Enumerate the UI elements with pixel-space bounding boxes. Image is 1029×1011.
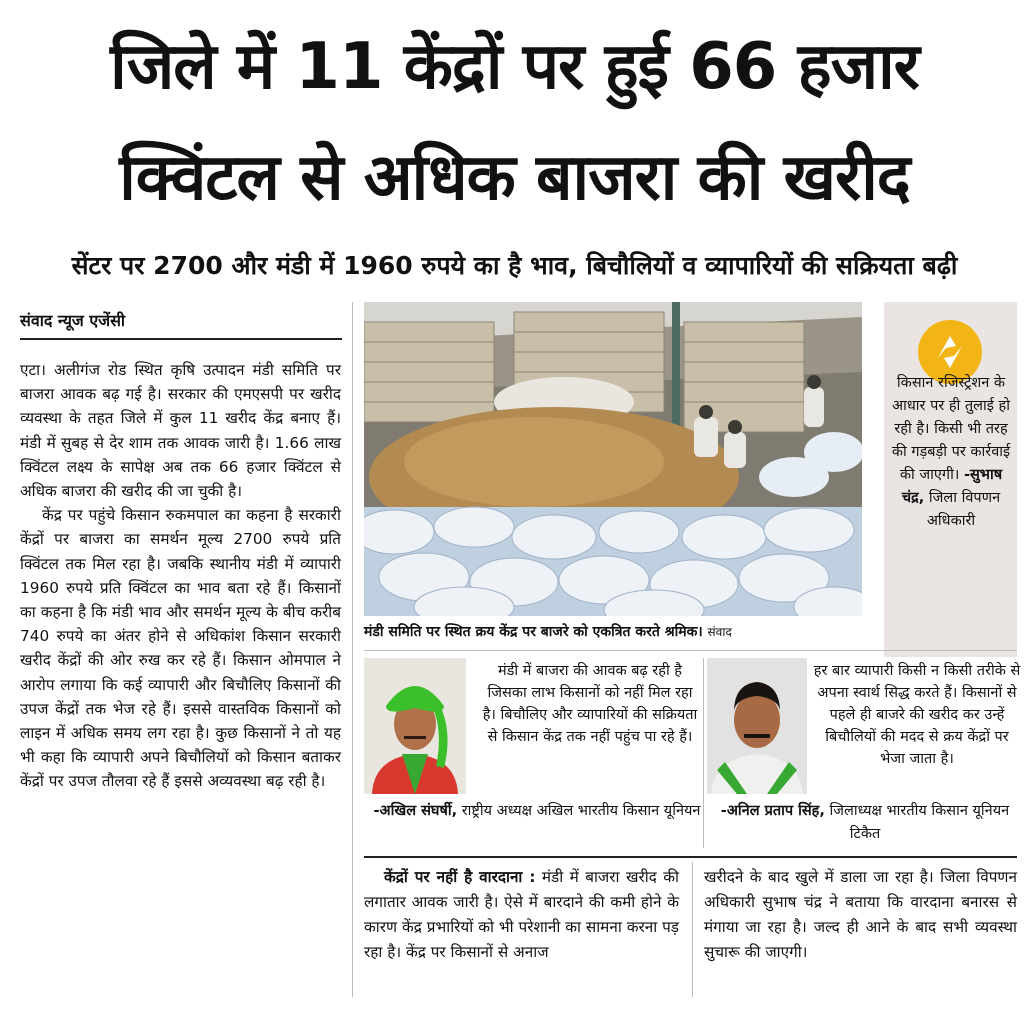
quote-1-role: राष्ट्रीय अध्यक्ष अखिल भारतीय किसान यूनियन xyxy=(461,803,701,819)
byline: संवाद न्यूज एजेंसी xyxy=(20,311,126,330)
quote-2-role: जिलाध्यक्ष भारतीय किसान यूनियन टिकैत xyxy=(829,803,1010,842)
box-story-left xyxy=(364,865,679,965)
news-photo xyxy=(364,302,862,616)
official-name: -सुभाष चंद्र, xyxy=(901,467,1003,506)
official-role: जिला विपणन अधिकारी xyxy=(926,490,1001,529)
headline-line-1: जिले में 11 केंद्रों पर हुई 66 हजार xyxy=(110,30,919,104)
box-story-heading: केंद्रों पर नहीं है वारदाना : xyxy=(384,868,536,886)
subheadline: सेंटर पर 2700 और मंडी में 1960 रुपये का है भाव, बिचौलियों व व्यापारियों की सक्रियता बढ़ी xyxy=(71,251,958,280)
grain-market-photo-illustration xyxy=(364,302,862,616)
byline-rule xyxy=(20,338,342,340)
column-divider xyxy=(352,302,353,997)
box-story-left-text: मंडी में बाजरा खरीद की लगातार आवक जारी है। ऐसे में बारदाने की कमी होने के कारण केंद्र प्रभारियों को भी परेशानी का सामना करना पड़ रहा है। केंद्र पर किसानों से अनाज xyxy=(364,868,679,961)
photo-caption-text: मंडी समिति पर स्थित क्रय केंद्र पर बाजरे को एकत्रित करते श्रमिक। xyxy=(364,624,703,640)
quote-1-attribution xyxy=(372,800,702,823)
official-statement xyxy=(890,372,1012,533)
photo-caption xyxy=(364,622,874,641)
quote-2-text: हर बार व्यापारी किसी न किसी तरीके से अपना स्वार्थ सिद्ध करते हैं। किसानों से पहले ही बाजरे की खरीद कर उन्हें बिचौलियों की मदद से क्रय केंद्रों पर भेजा जाता है। xyxy=(813,663,1021,767)
official-statement-text: किसान रजिस्ट्रेशन के आधार पर ही तुलाई हो रही है। किसी भी तरह की गड़बड़ी पर कार्रवाई की जाएगी। xyxy=(891,375,1011,483)
article-paragraph-1: एटा। अलीगंज रोड स्थित कृषि उत्पादन मंडी समिति पर बाजरा आवक बढ़ गई है। सरकार की एमएसपी पर खरीद व्यवस्था के तहत जिले में कुल 11 खरीद केंद्र बनाए हैं। मंडी में सुबह से देर शाम तक आवक जारी है। 1.66 लाख क्विंटल लक्ष्य के सापेक्ष अब तक 66 हजार क्विंटल से अधिक बाजरा की खरीद की जा चुकी है। xyxy=(20,361,341,501)
box-story-right: खरीदने के बाद खुले में डाला जा रहा है। जिला विपणन अधिकारी सुभाष चंद्र ने बताया कि वारदाना बनारस से मंगाया जा रहा है। जल्द ही आने के बाद सभी व्यवस्था सुचारू की जाएगी। xyxy=(704,868,1017,961)
quotes-top-divider xyxy=(364,650,1017,651)
portrait-akhil-sangharshi xyxy=(364,658,466,794)
article-body xyxy=(20,358,341,794)
box-story-rule xyxy=(364,856,1017,858)
quote-1-name: -अखिल संघर्षी, xyxy=(373,803,458,819)
quote-1-text: मंडी में बाजरा की आवक बढ़ रही है जिसका लाभ किसानों को नहीं मिल रहा है। बिचौलिए और व्यापारियों की सक्रियता से किसान केंद्र तक नहीं पहुंच पा रहे हैं। xyxy=(482,663,698,745)
quotes-divider xyxy=(703,658,704,848)
box-story-divider xyxy=(692,862,693,997)
article-paragraph-2: केंद्र पर पहुंचे किसान रुकमपाल का कहना है सरकारी केंद्रों पर बाजरा का समर्थन मूल्य 2700 रुपये प्रति क्विंटल तक मिल रहा है। जबकि स्थानीय मंडी में व्यापारी 1960 रुपये प्रति क्विंटल का भाव बता रहे हैं। किसानों का कहना है कि मंडी भाव और समर्थन मूल्य के बीच करीब 740 रुपये का अंतर होने से अधिकांश किसान सरकारी खरीद केंद्रों की ओर रुख कर रहे हैं। किसान ओमपाल ने आरोप लगाया कि कई व्यापारी और बिचौलिए किसानों की उपज केंद्रों तक भेज रहे हैं। इससे वास्तविक किसानों को लाइन में अधिक समय लग रहा है। कुछ किसानों ने तो यह भी कहा कि व्यापारी अपने बिचौलियों को किसान बताकर केंद्रों पर उपज तौलवा रहे हैं इससे अव्यवस्था बढ़ रही है। xyxy=(20,506,341,791)
headline-line-2: क्विंटल से अधिक बाजरा की खरीद xyxy=(119,141,910,215)
portrait-anil-pratap-singh xyxy=(707,658,807,794)
photo-credit: संवाद xyxy=(707,625,732,639)
quote-2-name: -अनिल प्रताप सिंह, xyxy=(720,803,825,819)
quote-2-attribution xyxy=(712,800,1018,846)
